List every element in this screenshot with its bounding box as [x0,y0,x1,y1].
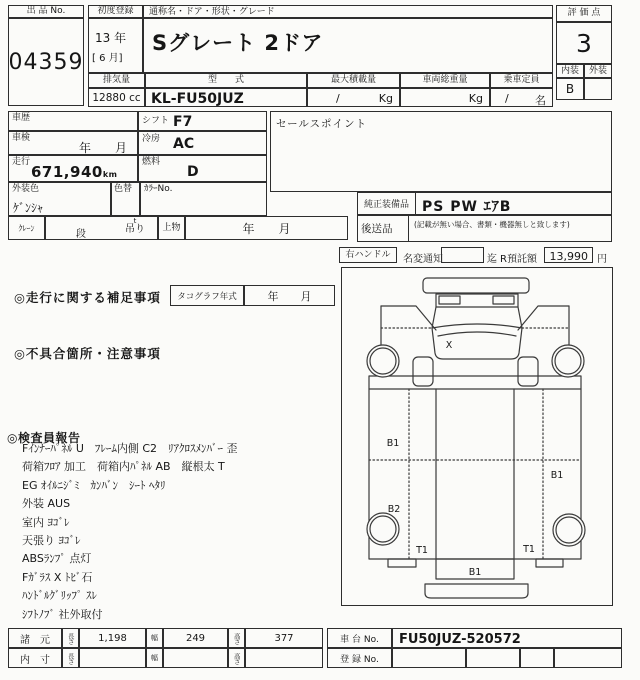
name-change-label: 名変通知 [403,254,443,265]
mark-b2-left: B2 [387,504,401,515]
color-change-cell: 色替 [111,182,140,216]
inspector-line: EG ｵｲﾙﾆｼﾞﾐ ｶﾝﾊﾞﾝ ｼｰﾄ ﾍﾀﾘ [22,478,166,492]
ext-color-value: ｹﾞﾝｼｬ [13,201,44,215]
inspection-value: 年 月 [78,141,127,155]
crane-value-cell [45,216,158,240]
max-load-label: 最大積載量 [307,73,400,88]
mark-b1-left: B1 [386,438,400,449]
spec-height-value: 377 [245,628,323,648]
fuel-value: D [187,164,199,180]
first-reg-label: 初度登録 [88,5,143,18]
vehicle-name: Sグレート 2ドア [152,31,324,55]
exterior-grade [584,78,612,100]
max-load-unit: Kg [378,92,393,105]
cab-pillars [432,307,522,328]
reg-label: 登 録 No. [327,648,392,668]
inspector-line: ｼﾌﾄﾉﾌﾞ 社外取付 [22,607,103,621]
inner-length-value [79,648,146,668]
truck-outline [367,278,585,598]
inspector-line: Fｲﾝﾅｰﾊﾟﾈﾙ U ﾌﾚｰﾑ内側 C2 ﾘｱｸﾛｽﾒﾝﾊﾞｰ 歪 [22,442,238,455]
crane-lift: t 吊り [125,217,145,235]
sales-point-box [270,111,612,192]
displacement-value: 12880 cc [88,88,145,107]
mudflap-left [388,559,416,567]
front-bumper [423,278,529,293]
wheel-front-left [367,345,399,377]
spec-height-label: 高さ [228,628,245,648]
mark-windshield: X [445,340,453,351]
reg-cell-3 [520,648,554,668]
capacity-value [490,88,553,107]
cargo-bed [369,376,581,559]
mileage-cell: 走行 671,940km [8,155,138,182]
fuel-cell: 燃料 D [138,155,267,182]
bed-dash-verticals [409,389,543,559]
later-note: (記載が無い場合、書類・機器無しと致します) [414,220,570,229]
shift-cell: シフト F7 [138,111,267,131]
wheel-front-right [552,345,584,377]
oem-value: PS PW ｴｱB [422,199,512,215]
rhd-badge: 右ハンドル [339,247,397,263]
mark-b1-right: B1 [550,470,564,481]
spec-row-label: 諸 元 [8,628,62,648]
gross-weight-value [400,88,490,107]
model-value-box [145,88,307,107]
interior-label: 内装 [556,64,584,78]
later-label: 後送品 [361,223,393,235]
sales-point-label: セールスポイント [276,118,368,130]
tachograph-label: タコグラフ年式 [170,285,244,306]
reg-cell-4 [554,648,622,668]
inspector-title: ◎検査員報告 [7,431,81,445]
reg-cell-2 [466,648,520,668]
chassis-label: 車 台 No. [327,628,392,648]
crane-stage: 段 [76,229,86,240]
headlight-left [439,296,460,304]
door-left [413,357,433,386]
inspector-report [22,440,342,624]
body-cell: 上物 [158,216,185,240]
inspector-line: 外装 AUS [22,497,71,511]
capacity-slash: / [505,92,509,105]
model-label: 型 式 [145,73,307,88]
body-side-lines [381,306,569,376]
inner-length-label: 長さ [62,648,79,668]
max-load-slash: / [336,92,340,105]
headlight-right [493,296,514,304]
inspector-line: ABSﾗﾝﾌﾟ 点灯 [22,552,92,566]
chassis-value: FU50JUZ-520572 [399,632,521,647]
capacity-label: 乗車定員 [490,73,553,88]
defects-title: ◎不具合箇所・注意事項 [14,346,161,361]
inspector-line: 室内 ﾖｺﾞﾚ [22,515,70,529]
shift-value: F7 [173,114,193,130]
first-reg-value [88,18,143,73]
door-right [518,357,538,386]
later-divider [408,216,409,241]
mark-t1-left: T1 [416,545,428,556]
tachograph-value: 年 月 [244,285,335,306]
spec-length-label: 長さ [62,628,79,648]
spec-width-label: 幅 [146,628,163,648]
vehicle-name-box [143,18,553,73]
yen-label: 円 [597,254,607,265]
chassis-value-box [392,628,622,648]
color-no-cell: ｶﾗｰNo. [140,182,267,216]
displacement-label: 排気量 [88,73,145,88]
oem-label: 純正装備品 [358,193,416,214]
aircon-value: AC [173,136,195,152]
vehicle-name-header: 通称名・ドア・形状・グレード [143,5,553,18]
history-cell: 車歴 [8,111,138,131]
until-label: 迄 [487,254,497,265]
first-reg-year: 13 年 [95,31,127,45]
wheel-rear-left [367,513,399,545]
deposit-box [544,247,593,263]
lot-no-value: 04359 [8,18,84,106]
model-value: KL-FU50JUZ [151,91,244,107]
max-load-value [307,88,400,107]
body-value-cell: 年 月 [185,216,348,240]
mirror-arm-right [518,306,569,330]
truck-top-view-diagram [342,268,612,605]
later-items-box [357,215,612,242]
mudflap-right [536,559,563,567]
interior-grade: B [556,78,584,100]
deposit-label: R預託額 [500,254,537,265]
crane-cell: ｸﾚｰﾝ [8,216,45,240]
inner-width-label: 幅 [146,648,163,668]
deposit-value: 13,990 [549,250,588,263]
spec-length-value: 1,198 [79,628,146,648]
first-reg-month: [ 6 月] [92,53,123,64]
windshield-inner-line [438,332,516,336]
inner-height-value [245,648,323,668]
inspector-line: ﾊﾝﾄﾞﾙｸﾞﾘｯﾌﾟ ｽﾚ [22,589,97,603]
inner-width-value [163,648,228,668]
aircon-cell: 冷房 AC [138,131,267,155]
rear-bumper [425,584,528,598]
mileage-value: 671,940km [31,163,118,181]
mileage-unit: km [102,170,118,179]
spec-width-value: 249 [163,628,228,648]
name-change-box [441,247,484,263]
inspector-line: 荷箱ﾌﾛｱ 加工 荷箱内ﾊﾟﾈﾙ AB 縦根太 T [22,460,225,474]
lot-no-label: 出 品 No. [8,5,84,18]
inspection-cell: 車検 年 月 [8,131,138,155]
bed-frame-lines [436,389,514,559]
oem-equipment-box [357,192,612,215]
gross-weight-label: 車両総重量 [400,73,490,88]
reg-cell-1 [392,648,466,668]
mark-b1-rear: B1 [468,567,482,578]
score-label: 評 価 点 [556,5,612,22]
score-value: 3 [556,22,612,64]
gross-weight-unit: Kg [468,92,483,105]
ext-color-cell: 外装色 ｹﾞﾝｼｬ [8,182,111,216]
mark-t1-right: T1 [523,544,535,555]
inspector-line: Fｶﾞﾗｽ X ﾄﾋﾞ石 [22,570,93,584]
vehicle-diagram-box [341,267,613,606]
mirror-arm-left [381,306,436,330]
inner-height-label: 高さ [228,648,245,668]
wheel-rear-right [553,514,585,546]
capacity-unit: 名 [535,94,546,107]
exterior-label: 外装 [584,64,612,78]
inspector-line: 天張り ﾖｺﾞﾚ [22,533,81,547]
mileage-note-title: ◎走行に関する補足事項 [14,290,161,305]
inner-row-label: 内 寸 [8,648,62,668]
